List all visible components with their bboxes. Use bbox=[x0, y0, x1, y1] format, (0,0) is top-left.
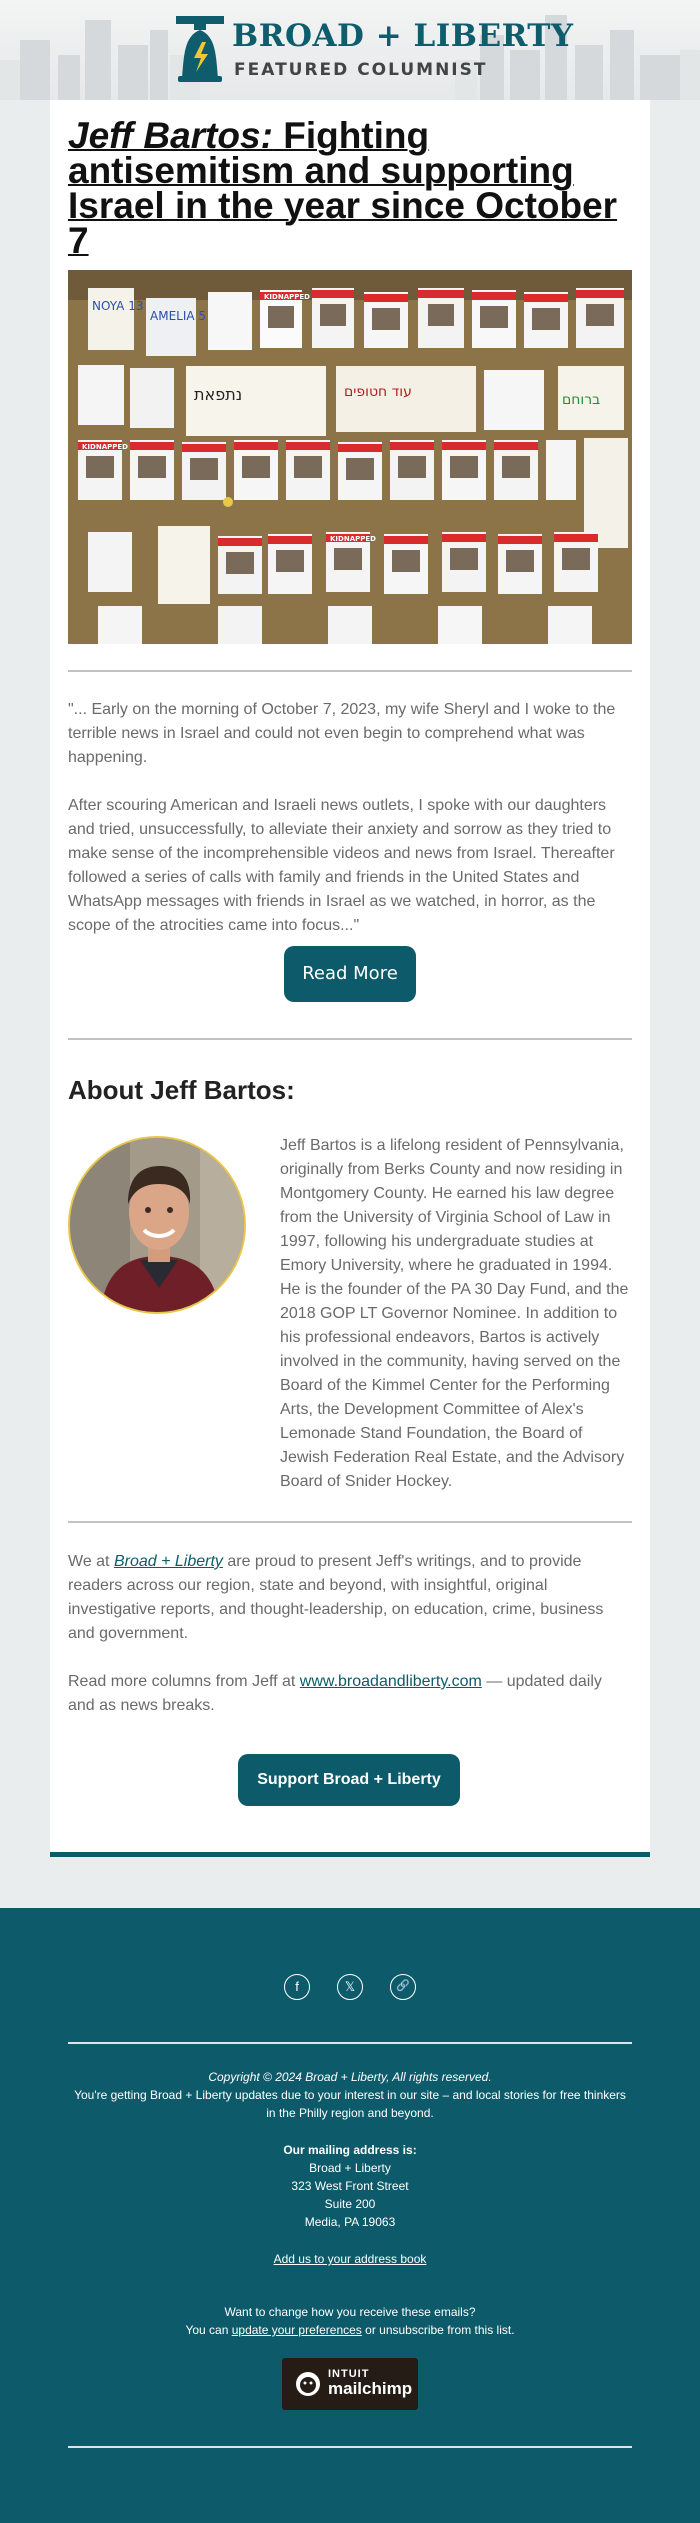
promo-text: We at bbox=[68, 1553, 114, 1570]
excerpt-paragraph-2: After scouring American and Israeli news outlets, I spoke with our daughters and tried, unsuccessfully, to alleviate their anxiety and sorrow as they tried to make sense of the incomprehensible videos and news from Israel. Thereafter followed a series of calls with family and friends in the United States and WhatsApp messages with friends in Israel as we watched, in horror, as the scope of the atrocities came into focus..." bbox=[68, 797, 615, 934]
divider bbox=[68, 1038, 632, 1040]
mailchimp-freddie-icon bbox=[294, 2370, 322, 2398]
author-avatar bbox=[68, 1136, 246, 1314]
facebook-icon[interactable]: f bbox=[284, 1974, 310, 2000]
author-bio: Jeff Bartos is a lifelong resident of Pennsylvania, originally from Berks County and now residing in Montgomery County. He earned his law degree from the University of Virginia School of Law in 1997, following his undergraduate studies at Emory University, where he graduated in 1994. He is the founder of the PA 30 Day Fund, and the 2018 GOP LT Governor Nominee. In addition to his professional endeavors, Bartos is actively involved in the community, having served on the Board of the Kimmel Center for the Performing Arts, the Development Committee of Alex's Lemonade Stand Foundation, the Board of Jewish Federation Real Estate, and the Advisory Board of Snider Hockey. bbox=[280, 1137, 629, 1490]
intuit-wordmark: INTUIT bbox=[328, 2368, 370, 2380]
logo-subtitle: FEATURED COLUMNIST bbox=[234, 60, 488, 80]
read-more-button[interactable]: Read More bbox=[284, 946, 416, 1002]
hostage-posters-illustration bbox=[68, 270, 632, 644]
broad-liberty-logo[interactable] bbox=[172, 16, 574, 86]
promo-paragraph-2 bbox=[68, 1670, 632, 1718]
promo-paragraph-1 bbox=[68, 1550, 632, 1646]
poster-label: KIDNAPPED bbox=[264, 293, 310, 301]
copyright-text: Copyright © 2024 Broad + Liberty, All rights reserved. bbox=[208, 2070, 492, 2084]
preferences-line bbox=[60, 2321, 640, 2339]
author-portrait-illustration bbox=[70, 1138, 246, 1314]
footer-divider bbox=[68, 2446, 632, 2448]
header-banner bbox=[0, 0, 700, 100]
update-preferences-link[interactable]: update your preferences bbox=[231, 2323, 362, 2337]
preferences-text: You can bbox=[185, 2323, 232, 2337]
subscription-reason: You're getting Broad + Liberty updates due to your interest in our site – and local stories for free thinkers in the Philly region and beyond. bbox=[74, 2088, 626, 2120]
change-emails-question: Want to change how you receive these emails? bbox=[224, 2305, 476, 2319]
add-to-address-book-link[interactable]: Add us to your address book bbox=[273, 2252, 427, 2266]
poster-label: KIDNAPPED bbox=[330, 535, 376, 543]
website-link[interactable]: www.broadandliberty.com bbox=[299, 1673, 482, 1690]
card-bottom-accent bbox=[50, 1852, 650, 1857]
address-line: 323 West Front Street bbox=[291, 2179, 409, 2193]
content-card bbox=[50, 100, 650, 1852]
address-line: Broad + Liberty bbox=[309, 2161, 391, 2175]
address-book-row bbox=[60, 2250, 640, 2268]
poster-handwriting: עוד חטופים bbox=[344, 384, 412, 400]
divider bbox=[68, 1521, 632, 1523]
footer bbox=[0, 1908, 700, 2523]
footer-divider bbox=[68, 2042, 632, 2044]
promo-text: are proud to present Jeff's writings, and to provide readers across our region, state and beyond, with insightful, original investigative reports, and thought-leadership, on education, crime, business and government. bbox=[68, 1553, 604, 1642]
article-title[interactable] bbox=[68, 115, 628, 261]
website-link-icon[interactable]: 🔗 bbox=[390, 1974, 416, 2000]
divider bbox=[68, 670, 632, 672]
preferences-text: or unsubscribe from this list. bbox=[361, 2323, 515, 2337]
mailchimp-badge[interactable] bbox=[282, 2358, 418, 2410]
poster-label: KIDNAPPED bbox=[82, 443, 128, 451]
poster-handwriting: AMELIA 5 bbox=[150, 309, 207, 323]
broad-liberty-link[interactable]: Broad + Liberty bbox=[113, 1553, 223, 1570]
poster-handwriting: ברוחם bbox=[562, 392, 601, 408]
poster-handwriting: נתפאת bbox=[194, 385, 243, 404]
promo-text: Read more columns from Jeff at bbox=[68, 1673, 300, 1690]
excerpt-paragraph-1: "... Early on the morning of October 7, 2023, my wife Sheryl and I woke to the terrible news in Israel and could not even begin to comprehend what was happening. bbox=[68, 701, 616, 766]
about-heading: About Jeff Bartos: bbox=[68, 1075, 295, 1105]
address-line: Suite 200 bbox=[324, 2197, 376, 2211]
article-title-rest[interactable]: Fighting antisemitism and supporting Israel in the year since October 7 bbox=[68, 115, 618, 261]
logo-brand-text: BROAD + LIBERTY bbox=[232, 18, 574, 54]
promo-text: — updated daily and as news breaks. bbox=[68, 1673, 602, 1714]
x-twitter-icon[interactable]: 𝕏 bbox=[337, 1974, 363, 2000]
liberty-bell-icon bbox=[172, 16, 228, 84]
poster-handwriting: NOYA 13 bbox=[92, 299, 144, 313]
support-button[interactable]: Support Broad + Liberty bbox=[238, 1754, 460, 1806]
mailing-address-heading: Our mailing address is: bbox=[283, 2143, 417, 2157]
article-title-name[interactable]: Jeff Bartos: bbox=[68, 115, 273, 156]
address-line: Media, PA 19063 bbox=[304, 2215, 396, 2229]
hero-image-hostage-posters[interactable] bbox=[68, 270, 632, 644]
mailchimp-wordmark: mailchimp bbox=[328, 2379, 413, 2398]
